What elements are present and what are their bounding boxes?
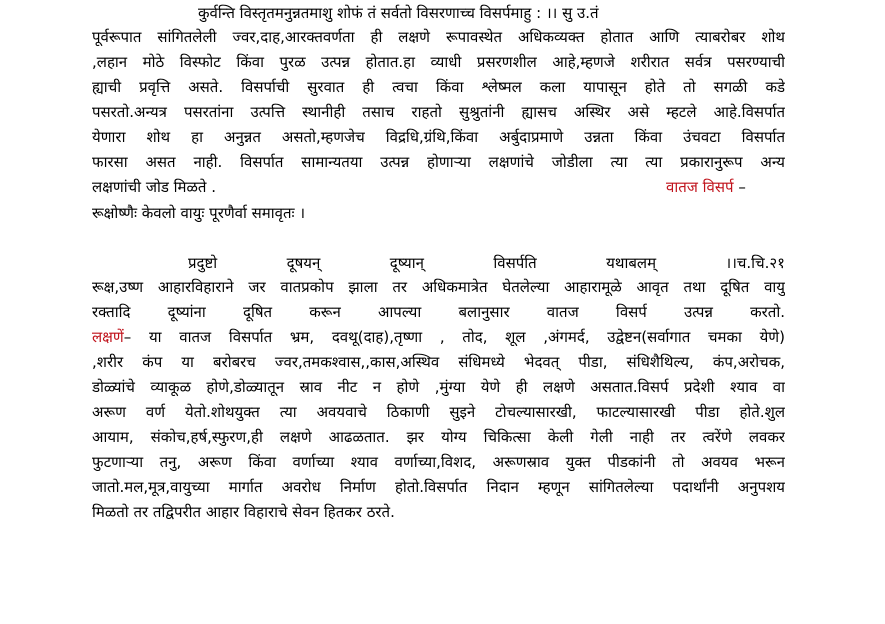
paragraph-line: आयाम, संकोच,हर्ष,स्फुरण,ही लक्षणे आढळतात. झर योग्य चिकित्सा केली गेली नाही तर त्वरेंणे लवकर [92, 428, 785, 446]
paragraph-line: जातो.मल,मूत्र,वायुच्या मार्गात अवरोध निर्माण होतो.विसर्पात निदान म्हणून सांगितलेल्या पदार्थांनी अनुपशय [92, 478, 785, 496]
verse-line-2 [188, 253, 785, 275]
verse-word: विसर्पति [493, 254, 537, 272]
section-heading [666, 177, 746, 197]
verse-line-1: रूक्षोष्णैः केवलो वायुः पूरणैर्वा समावृतः । [92, 204, 306, 222]
section-heading-dash: – [733, 178, 746, 196]
paragraph-line: येणारा शोथ हा अनुन्नत असतो,म्हणजेच विद्रधि,ग्रंथि,किंवा अर्बुदाप्रमाणे उन्नता किंवा उंचवटा विसर्पात [92, 128, 785, 146]
paragraph-line: रक्तादि दूष्यांना दूषित करून आपल्या बलानुसार वातज विसर्प उत्पन्न करतो. [92, 303, 785, 321]
verse-line-sushruta: कुर्वन्ति विस्तृतमनुन्नतमाशु शोफं तं सर्वतो विसरणाच्च विसर्पमाहु : ।। सु उ.तं [198, 4, 599, 22]
verse-word: प्रदुष्टो [188, 254, 218, 272]
paragraph-line: डोळ्यांचे व्याकूळ होणे,डोळ्यातून स्राव नीट न होणे ,मुंग्या येणे ही लक्षणे असतात.विसर्प प्रदेशी श्याव वा [92, 378, 785, 396]
paragraph-line: ,लहान मोठे विस्फोट किंवा पुरळ उत्पन्न होतात.हा व्याधी प्रसरणशील आहे,म्हणजे शरीरात सर्वत्र पसरण्याची [92, 53, 785, 71]
paragraph-line: ,शरीर कंप या बरोबरच ज्वर,तमकश्वास,,कास,अस्थिव संधिमध्ये भेदवत् पीडा, संधिशैथिल्य, कंप,अरोचक, [92, 353, 785, 371]
verse-word: दूष्यान् [389, 254, 424, 272]
verse-reference: ।।च.चि.२१ [725, 254, 785, 272]
paragraph-line: अरूण वर्ण येतो.शोथयुक्त त्या अवयवाचे ठिकाणी सुइने टोचल्यासारखी, फाटल्यासारखी पीडा होते.शुल [92, 403, 785, 421]
symptoms-text: – या वातज विसर्पात भ्रम, दवथू(दाह),तृष्णा , तोद, शूल ,अंगमर्द, उद्वेष्टन(सर्वागात चमका येणे) [123, 328, 785, 346]
paragraph-line: पूर्वरूपात सांगितलेली ज्वर,दाह,आरक्तवर्णता ही लक्षणे रूपावस्थेत अधिकव्यक्त होतात आणि त्याबरोबर शोथ [92, 28, 785, 46]
symptoms-first-line [92, 327, 785, 349]
paragraph-line: लक्षणांची जोड मिळते . [92, 178, 216, 196]
section-heading-text: वातज विसर्प [666, 178, 734, 196]
paragraph-line: रूक्ष,उष्ण आहारविहाराने जर वातप्रकोप झाला तर अधिकमात्रेत घेतलेल्या आहारामूळे आवृत तथा दूषित वायु [92, 278, 785, 296]
paragraph-line: मिळतो तर तद्विपरीत आहार विहाराचे सेवन हितकर ठरते. [92, 503, 395, 521]
paragraph-line: फारसा असत नाही. विसर्पात सामान्यतया उत्पन्न होणाऱ्या लक्षणांचे जोडीला त्या त्या प्रकारानुरूप अन्य [92, 153, 785, 171]
paragraph-line: पसरतो.अन्यत्र पसरतांना उत्पत्ति स्थानीही तसाच राहतो सुश्रुतांनी ह्यासच अस्थिर असे म्हटले आहे.विसर्पात [92, 103, 785, 121]
symptoms-label: लक्षणें [92, 328, 124, 346]
verse-word: यथाबलम् [606, 254, 657, 272]
verse-word: दूषयन् [286, 254, 321, 272]
paragraph-line: ह्याची प्रवृत्ति असते. विसर्पाची सुरवात ही त्वचा किंवा श्लेष्मल कला यापासून होते तो सगळी कडे [92, 78, 785, 96]
paragraph-line: फुटणाऱ्या तनु, अरूण किंवा वर्णाच्या श्याव वर्णाच्या,विशद, अरूणस्राव युक्त पीडकांनी तो अवयव भरून [92, 453, 785, 471]
